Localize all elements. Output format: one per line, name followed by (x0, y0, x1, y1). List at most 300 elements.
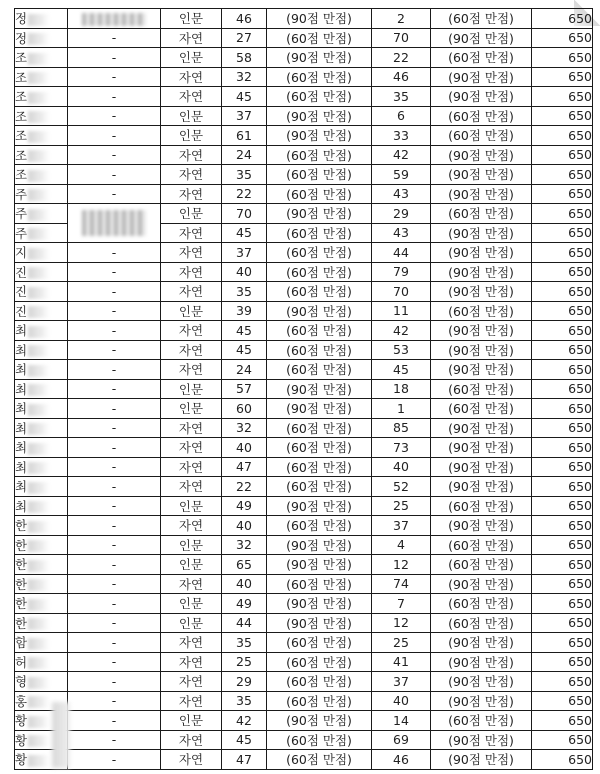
score2-cell (372, 594, 431, 614)
name-redaction (28, 443, 50, 455)
score2-cell (372, 87, 431, 107)
basis1-cell (267, 282, 372, 302)
basis1-text: (60점 만점) (286, 752, 352, 768)
name-text: 정 (15, 11, 28, 27)
school-cell (68, 9, 161, 29)
name-cell (15, 438, 68, 458)
basis2-cell (431, 477, 532, 497)
score2-cell (372, 67, 431, 87)
name-cell (15, 516, 68, 536)
score2-cell (372, 28, 431, 48)
total-text: 650 (568, 732, 592, 748)
score1-cell (222, 262, 267, 282)
school-cell (68, 379, 161, 399)
score1-text: 46 (236, 10, 252, 26)
track-text: 인문 (178, 108, 204, 124)
table-row (15, 535, 593, 555)
score2-text: 1 (397, 400, 405, 416)
track-text: 인문 (178, 537, 204, 553)
name-cell (15, 477, 68, 497)
total-cell (532, 262, 593, 282)
school-text: - (111, 49, 117, 65)
basis2-cell (431, 672, 532, 692)
name-redaction (28, 209, 50, 221)
total-cell (532, 321, 593, 341)
track-text: 자연 (178, 186, 204, 202)
score2-cell (372, 360, 431, 380)
name-cell (15, 555, 68, 575)
school-text: - (111, 576, 117, 592)
basis2-cell (431, 399, 532, 419)
score1-cell (222, 28, 267, 48)
track-cell (161, 106, 222, 126)
score2-text: 11 (393, 303, 409, 319)
name-text: 한 (15, 596, 28, 612)
basis1-text: (90점 만점) (286, 303, 352, 319)
total-cell (532, 204, 593, 224)
name-cell (15, 145, 68, 165)
school-cell (68, 672, 161, 692)
table-row (15, 652, 593, 672)
basis1-text: (60점 만점) (286, 89, 352, 105)
basis2-text: (90점 만점) (448, 752, 514, 768)
score2-cell (372, 613, 431, 633)
basis2-cell (431, 750, 532, 770)
name-text: 한 (15, 615, 28, 631)
school-cell (68, 243, 161, 263)
score2-cell (372, 165, 431, 185)
basis1-text: (90점 만점) (286, 50, 352, 66)
basis2-cell (431, 594, 532, 614)
basis1-cell (267, 594, 372, 614)
name-cell (15, 106, 68, 126)
basis1-text: (60점 만점) (286, 167, 352, 183)
score2-cell (372, 282, 431, 302)
track-text: 인문 (178, 381, 204, 397)
score2-text: 70 (393, 283, 409, 299)
basis1-text: (60점 만점) (286, 420, 352, 436)
basis2-cell (431, 243, 532, 263)
school-text: - (111, 186, 117, 202)
basis2-cell (431, 730, 532, 750)
school-cell (68, 165, 161, 185)
name-text: 함 (15, 635, 28, 651)
score2-text: 46 (393, 69, 409, 85)
score1-cell (222, 438, 267, 458)
total-text: 650 (568, 342, 592, 358)
basis2-cell (431, 262, 532, 282)
track-cell (161, 87, 222, 107)
score1-text: 45 (236, 225, 252, 241)
school-text: - (111, 303, 117, 319)
table-row (15, 67, 593, 87)
name-cell (15, 379, 68, 399)
total-cell (532, 594, 593, 614)
basis2-cell (431, 418, 532, 438)
basis2-text: (60점 만점) (448, 713, 514, 729)
name-redaction (28, 170, 50, 182)
basis2-text: (60점 만점) (448, 557, 514, 573)
school-text: - (111, 459, 117, 475)
basis1-cell (267, 9, 372, 29)
name-redaction (28, 14, 50, 26)
score1-cell (222, 613, 267, 633)
score2-cell (372, 301, 431, 321)
track-cell (161, 379, 222, 399)
school-text: - (111, 498, 117, 514)
school-cell (68, 106, 161, 126)
score1-text: 45 (236, 88, 252, 104)
score1-cell (222, 106, 267, 126)
total-cell (532, 9, 593, 29)
basis2-cell (431, 223, 532, 243)
name-cell (15, 282, 68, 302)
total-cell (532, 750, 593, 770)
score2-cell (372, 750, 431, 770)
school-cell (68, 516, 161, 536)
basis2-text: (90점 만점) (448, 342, 514, 358)
total-text: 650 (568, 69, 592, 85)
name-text: 진 (15, 284, 28, 300)
score1-cell (222, 750, 267, 770)
basis2-cell (431, 340, 532, 360)
score2-cell (372, 633, 431, 653)
total-text: 650 (568, 205, 592, 221)
basis2-text: (90점 만점) (448, 167, 514, 183)
basis2-cell (431, 555, 532, 575)
name-redaction (28, 267, 50, 279)
table-row (15, 243, 593, 263)
basis1-text: (90점 만점) (286, 381, 352, 397)
total-cell (532, 379, 593, 399)
basis2-text: (60점 만점) (448, 108, 514, 124)
track-text: 인문 (178, 11, 204, 27)
total-cell (532, 477, 593, 497)
basis1-text: (60점 만점) (286, 440, 352, 456)
name-redaction (28, 287, 50, 299)
basis1-text: (60점 만점) (286, 147, 352, 163)
score1-text: 22 (236, 186, 252, 202)
name-text: 조 (15, 128, 28, 144)
track-text: 인문 (178, 303, 204, 319)
score2-cell (372, 418, 431, 438)
basis1-text: (60점 만점) (286, 264, 352, 280)
total-text: 650 (568, 478, 592, 494)
track-cell (161, 750, 222, 770)
score1-text: 24 (236, 361, 252, 377)
basis2-text: (90점 만점) (448, 69, 514, 85)
score2-cell (372, 535, 431, 555)
total-text: 650 (568, 517, 592, 533)
score1-cell (222, 711, 267, 731)
school-cell (68, 438, 161, 458)
basis1-cell (267, 67, 372, 87)
total-cell (532, 711, 593, 731)
basis2-cell (431, 516, 532, 536)
name-text: 조 (15, 108, 28, 124)
track-text: 인문 (178, 596, 204, 612)
basis1-text: (90점 만점) (286, 596, 352, 612)
name-text: 최 (15, 342, 28, 358)
track-text: 자연 (178, 69, 204, 85)
total-text: 650 (568, 108, 592, 124)
score2-text: 69 (393, 732, 409, 748)
table-row (15, 282, 593, 302)
track-text: 자연 (178, 167, 204, 183)
name-cell (15, 301, 68, 321)
score1-cell (222, 126, 267, 146)
score1-text: 70 (236, 205, 252, 221)
track-text: 자연 (178, 674, 204, 690)
score2-cell (372, 184, 431, 204)
basis2-text: (90점 만점) (448, 576, 514, 592)
basis2-text: (60점 만점) (448, 537, 514, 553)
total-text: 650 (568, 693, 592, 709)
total-cell (532, 282, 593, 302)
name-cell (15, 633, 68, 653)
name-text: 허 (15, 654, 28, 670)
basis1-cell (267, 691, 372, 711)
basis1-cell (267, 262, 372, 282)
school-cell (68, 360, 161, 380)
score1-text: 61 (236, 127, 252, 143)
total-cell (532, 360, 593, 380)
total-cell (532, 418, 593, 438)
school-cell (68, 321, 161, 341)
basis2-text: (90점 만점) (448, 245, 514, 261)
table-row (15, 321, 593, 341)
score2-cell (372, 321, 431, 341)
table-row (15, 496, 593, 516)
score1-cell (222, 652, 267, 672)
basis2-text: (60점 만점) (448, 596, 514, 612)
basis2-cell (431, 204, 532, 224)
basis2-cell (431, 67, 532, 87)
basis1-text: (60점 만점) (286, 518, 352, 534)
track-cell (161, 360, 222, 380)
track-text: 자연 (178, 89, 204, 105)
school-text: - (111, 654, 117, 670)
score2-text: 70 (393, 30, 409, 46)
school-cell (68, 730, 161, 750)
name-text: 최 (15, 420, 28, 436)
basis1-text: (60점 만점) (286, 186, 352, 202)
score1-cell (222, 672, 267, 692)
name-text: 진 (15, 264, 28, 280)
score1-cell (222, 457, 267, 477)
basis1-cell (267, 106, 372, 126)
basis1-cell (267, 87, 372, 107)
track-cell (161, 145, 222, 165)
total-text: 650 (568, 49, 592, 65)
score1-cell (222, 555, 267, 575)
track-cell (161, 28, 222, 48)
school-text: - (111, 439, 117, 455)
basis2-cell (431, 321, 532, 341)
total-cell (532, 438, 593, 458)
school-cell (68, 301, 161, 321)
basis2-text: (90점 만점) (448, 147, 514, 163)
track-cell (161, 204, 222, 224)
total-cell (532, 87, 593, 107)
name-cell (15, 574, 68, 594)
score2-cell (372, 457, 431, 477)
name-text: 형 (15, 674, 28, 690)
score1-cell (222, 145, 267, 165)
table-row (15, 750, 593, 770)
score1-cell (222, 223, 267, 243)
basis2-text: (90점 만점) (448, 420, 514, 436)
name-cell (15, 399, 68, 419)
name-redaction (28, 228, 50, 240)
name-redaction (28, 345, 50, 357)
basis1-text: (60점 만점) (286, 479, 352, 495)
table-row (15, 418, 593, 438)
basis1-cell (267, 477, 372, 497)
track-text: 자연 (178, 576, 204, 592)
track-cell (161, 184, 222, 204)
track-text: 인문 (178, 128, 204, 144)
score2-text: 22 (393, 49, 409, 65)
score1-text: 39 (236, 303, 252, 319)
basis1-cell (267, 204, 372, 224)
track-text: 자연 (178, 147, 204, 163)
name-cell (15, 418, 68, 438)
score2-cell (372, 379, 431, 399)
score2-text: 2 (397, 10, 405, 26)
basis1-text: (60점 만점) (286, 635, 352, 651)
total-text: 650 (568, 595, 592, 611)
school-text: - (111, 537, 117, 553)
name-cell (15, 126, 68, 146)
score2-cell (372, 496, 431, 516)
name-cell (15, 28, 68, 48)
name-redaction (28, 540, 50, 552)
basis1-cell (267, 340, 372, 360)
basis1-cell (267, 48, 372, 68)
basis1-text: (90점 만점) (286, 128, 352, 144)
name-text: 황 (15, 713, 28, 729)
school-cell (68, 48, 161, 68)
score2-cell (372, 145, 431, 165)
total-cell (532, 28, 593, 48)
name-text: 한 (15, 537, 28, 553)
basis1-text: (60점 만점) (286, 30, 352, 46)
track-cell (161, 730, 222, 750)
score2-text: 52 (393, 478, 409, 494)
total-text: 650 (568, 459, 592, 475)
basis2-cell (431, 613, 532, 633)
score2-text: 44 (393, 244, 409, 260)
total-cell (532, 301, 593, 321)
track-cell (161, 321, 222, 341)
name-text: 조 (15, 167, 28, 183)
name-cell (15, 243, 68, 263)
score2-cell (372, 243, 431, 263)
track-text: 인문 (178, 615, 204, 631)
basis2-text: (90점 만점) (448, 89, 514, 105)
school-cell (68, 555, 161, 575)
basis2-cell (431, 9, 532, 29)
score1-cell (222, 9, 267, 29)
school-cell (68, 750, 161, 770)
score1-text: 45 (236, 342, 252, 358)
score1-cell (222, 87, 267, 107)
table-row (15, 28, 593, 48)
score1-text: 47 (236, 751, 252, 767)
school-text: - (111, 400, 117, 416)
score1-cell (222, 243, 267, 263)
total-text: 650 (568, 712, 592, 728)
track-cell (161, 613, 222, 633)
basis2-cell (431, 87, 532, 107)
score2-text: 4 (397, 537, 405, 553)
school-text: - (111, 108, 117, 124)
school-text: - (111, 30, 117, 46)
basis1-text: (60점 만점) (286, 576, 352, 592)
total-text: 650 (568, 576, 592, 592)
name-redaction (28, 111, 50, 123)
school-text: - (111, 322, 117, 338)
score1-text: 44 (236, 615, 252, 631)
total-text: 650 (568, 654, 592, 670)
score2-cell (372, 223, 431, 243)
score2-cell (372, 48, 431, 68)
name-cell (15, 9, 68, 29)
score1-text: 32 (236, 69, 252, 85)
track-text: 자연 (178, 479, 204, 495)
table-row (15, 301, 593, 321)
school-cell (68, 535, 161, 555)
total-text: 650 (568, 127, 592, 143)
basis2-text: (90점 만점) (448, 732, 514, 748)
total-text: 650 (568, 615, 592, 631)
name-cell (15, 535, 68, 555)
name-redaction (28, 735, 50, 747)
school-text: - (111, 381, 117, 397)
name-redaction (28, 618, 50, 630)
track-cell (161, 535, 222, 555)
table-row (15, 145, 593, 165)
school-text: - (111, 732, 117, 748)
basis1-text: (90점 만점) (286, 108, 352, 124)
name-text: 조 (15, 89, 28, 105)
basis1-cell (267, 574, 372, 594)
total-text: 650 (568, 751, 592, 767)
total-cell (532, 457, 593, 477)
track-text: 인문 (178, 713, 204, 729)
name-cell (15, 360, 68, 380)
school-text: - (111, 244, 117, 260)
score2-text: 42 (393, 147, 409, 163)
score1-cell (222, 165, 267, 185)
name-redaction (28, 189, 50, 201)
name-redaction (28, 599, 50, 611)
total-cell (532, 145, 593, 165)
basis2-cell (431, 360, 532, 380)
basis2-cell (431, 48, 532, 68)
score2-cell (372, 262, 431, 282)
table-row (15, 555, 593, 575)
school-text: - (111, 595, 117, 611)
basis2-cell (431, 711, 532, 731)
score2-cell (372, 106, 431, 126)
basis2-cell (431, 106, 532, 126)
total-text: 650 (568, 322, 592, 338)
total-cell (532, 496, 593, 516)
score2-text: 45 (393, 361, 409, 377)
basis1-cell (267, 379, 372, 399)
